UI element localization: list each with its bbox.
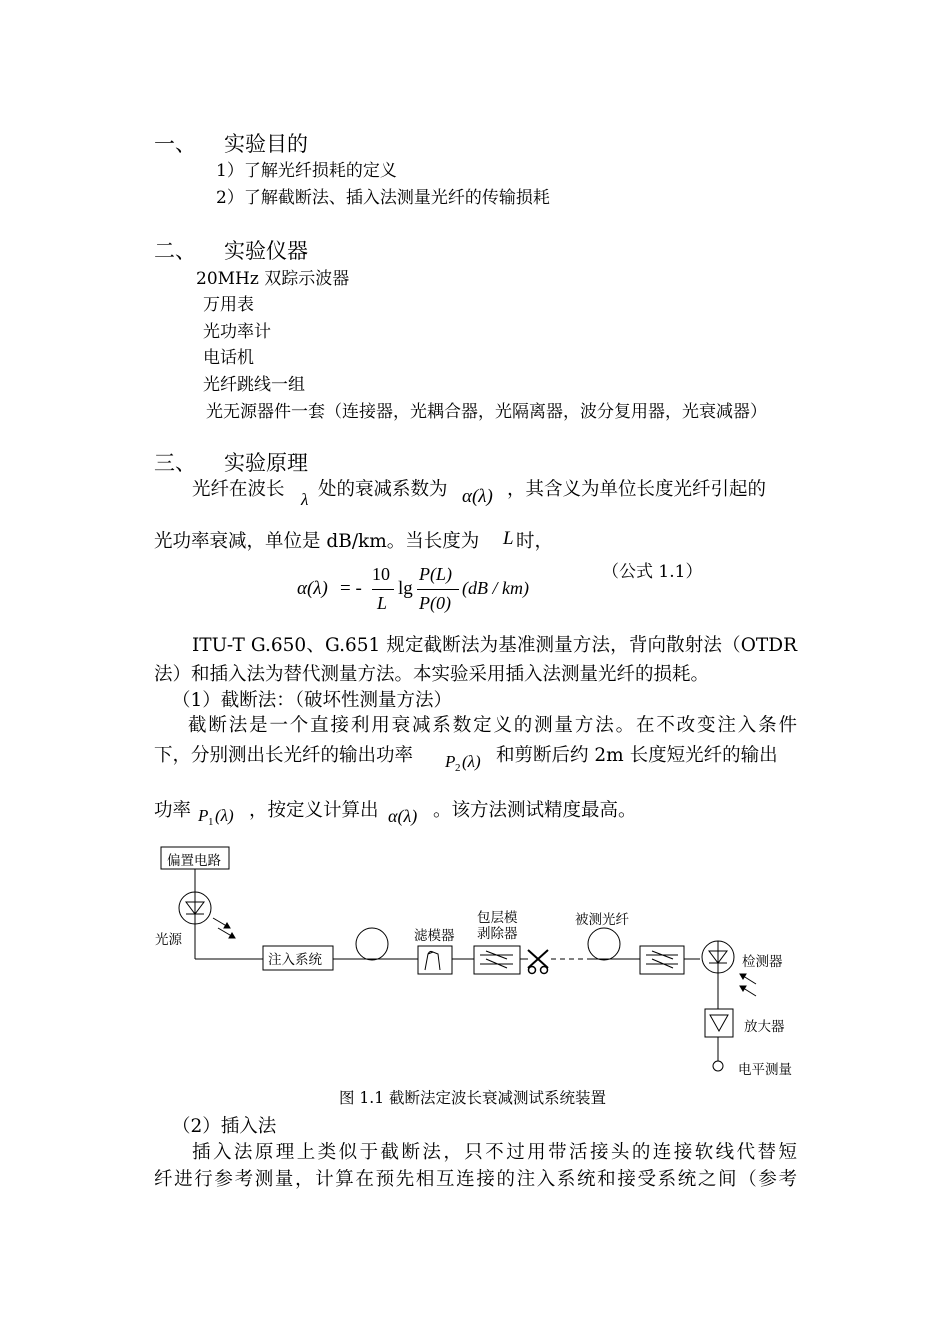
p1-argument: (λ) <box>215 806 234 825</box>
objective-2: 2）了解截断法、插入法测量光纤的传输损耗 <box>216 188 550 208</box>
text-fragment: 时， <box>516 531 554 552</box>
alpha-symbol: α(λ) <box>388 806 418 826</box>
amplifier-label: 放大器 <box>744 1019 785 1035</box>
text-fragment: ，按定义计算出 <box>249 800 379 821</box>
formula-equals: = - <box>340 578 362 599</box>
injection-system-label: 注入系统 <box>268 952 322 968</box>
text-fragment: 。该方法测试精度最高。 <box>433 800 637 821</box>
test-fiber-coil-icon <box>588 928 620 960</box>
p2-symbol: P <box>445 752 456 771</box>
objective-1: 1）了解光纤损耗的定义 <box>216 161 397 181</box>
formula-lg: lg <box>398 578 413 599</box>
paragraph-line: 纤进行参考测量，计算在预先相互连接的注入系统和接受系统之间（参考 <box>154 1169 797 1190</box>
text-fragment: 光功率衰减，单位是 dB/km。当长度为 <box>154 531 480 552</box>
light-source-label: 光源 <box>155 932 182 948</box>
text-fragment: 和剪断后约 2m 长度短光纤的输出 <box>496 745 778 766</box>
p1-symbol: P <box>198 806 209 825</box>
section-1-title: 实验目的 <box>224 132 308 156</box>
length-symbol: L <box>503 528 514 549</box>
paragraph-line: 法）和插入法为替代测量方法。本实验采用插入法测量光纤的损耗。 <box>154 664 710 685</box>
method-2-title: （2）插入法 <box>172 1116 277 1137</box>
level-meter-terminal <box>713 1061 723 1071</box>
cladding-stripper-box <box>474 946 520 974</box>
text-fragment: 功率 <box>154 800 192 821</box>
mode-filter-label: 滤模器 <box>414 928 455 944</box>
cladding-stripper-label-1: 包层模 <box>477 910 518 926</box>
paragraph-line: 截断法是一个直接利用衰减系数定义的测量方法。在不改变注入条件 <box>188 715 797 736</box>
section-3-number: 三、 <box>154 451 196 475</box>
cladding-stripper-2-box <box>640 946 684 974</box>
formula-tag: （公式 1.1） <box>602 562 703 582</box>
section-3-title: 实验原理 <box>224 451 308 475</box>
instrument-item: 万用表 <box>203 295 254 315</box>
scissors-icon <box>528 950 548 974</box>
formula-numerator-2: P(L) <box>419 564 452 584</box>
text-fragment: ，其含义为单位长度光纤引起的 <box>507 479 767 500</box>
fiber-coil-icon <box>356 928 388 960</box>
p2-argument: (λ) <box>462 752 481 771</box>
section-2-number: 二、 <box>154 239 196 263</box>
formula-denominator-1: L <box>377 593 388 613</box>
instrument-item: 电话机 <box>203 348 254 368</box>
formula-numerator-1: 10 <box>372 564 390 584</box>
instrument-item: 20MHz 双踪示波器 <box>196 269 350 289</box>
formula-unit: (dB / km) <box>462 578 529 598</box>
paragraph-line: ITU-T G.650、G.651 规定截断法为基准测量方法，背向散射法（OTDR <box>192 635 797 656</box>
mode-filter-box <box>418 946 452 974</box>
formula-lhs: α(λ) <box>297 578 328 599</box>
p2-subscript: 2 <box>455 762 461 774</box>
formula-denominator-2: P(0) <box>419 593 451 613</box>
figure-caption: 图 1.1 截断法定波长衰减测试系统装置 <box>339 1089 607 1107</box>
text-fragment: 处的衰减系数为 <box>318 479 448 500</box>
lambda-symbol: λ <box>301 490 309 509</box>
section-2-title: 实验仪器 <box>224 239 308 263</box>
test-fiber-label: 被测光纤 <box>575 912 629 928</box>
instrument-item: 光纤跳线一组 <box>203 375 305 395</box>
p1-subscript: 1 <box>208 816 214 828</box>
paragraph-line: 插入法原理上类似于截断法，只不过用带活接头的连接软线代替短 <box>192 1142 797 1163</box>
instrument-item: 光功率计 <box>203 322 271 342</box>
level-measurement-label: 电平测量 <box>738 1062 792 1078</box>
amplifier-box <box>705 1009 733 1037</box>
instrument-item: 光无源器件一套（连接器，光耦合器，光隔离器，波分复用器，光衰减器） <box>206 402 767 422</box>
cladding-stripper-label-2: 剥除器 <box>477 926 518 942</box>
detector-label: 检测器 <box>742 954 783 970</box>
text-fragment: 下，分别测出长光纤的输出功率 <box>154 745 414 766</box>
section-1-number: 一、 <box>154 132 196 156</box>
method-1-title: （1）截断法：（破坏性测量方法） <box>172 690 453 711</box>
alpha-symbol: α(λ) <box>462 486 493 507</box>
bias-circuit-label: 偏置电路 <box>167 853 221 869</box>
text-fragment: 光纤在波长 <box>192 479 285 500</box>
